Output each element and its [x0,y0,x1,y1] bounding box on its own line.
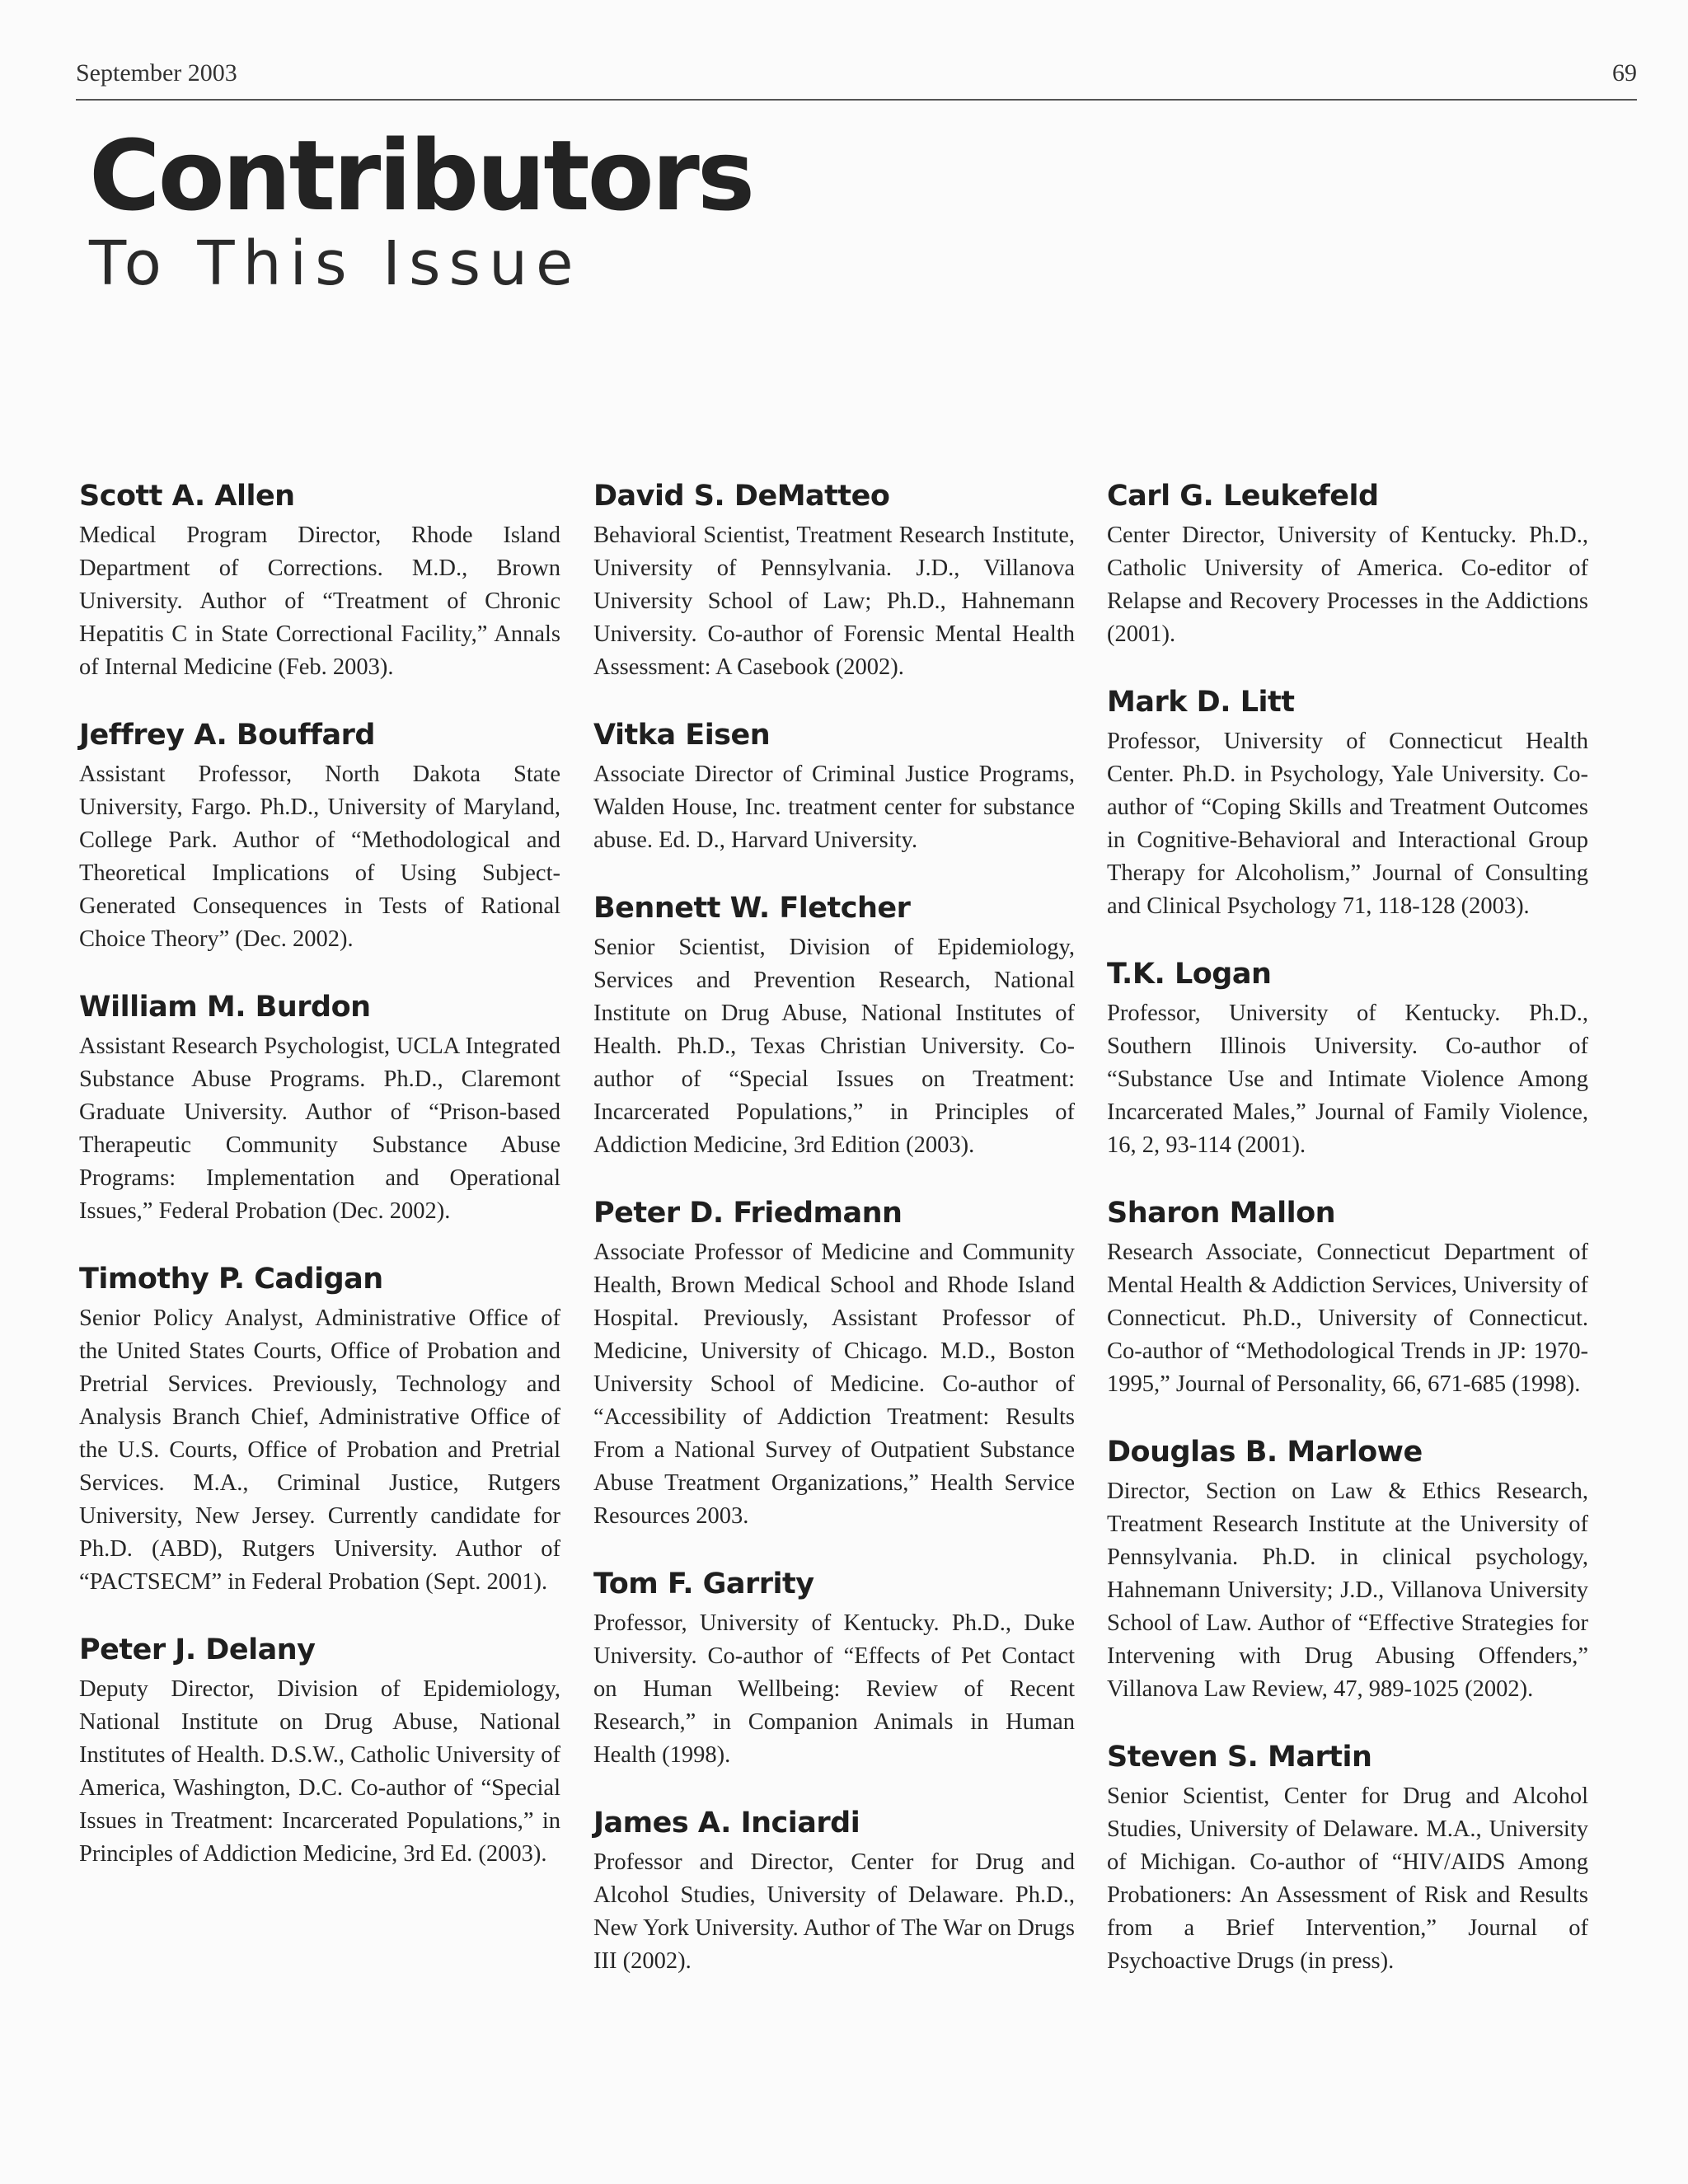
contributor-entry [593,1803,1075,1978]
contributor-entry [79,987,560,1228]
contributor-entry [1107,476,1588,651]
contributor-entry [1107,1432,1588,1706]
contributor-name: Tom F. Garrity [593,1568,814,1601]
contributors-column-3 [1107,476,1588,2009]
contributor-name: T.K. Logan [1107,958,1272,991]
contributor-entry [593,476,1075,684]
contributor-name: Peter J. Delany [79,1633,316,1666]
page-subtitle: To This Issue [89,228,582,299]
issue-date: September 2003 [76,59,237,87]
contributor-entry [593,1564,1075,1772]
contributor-bio: Assistant Research Psychologist, UCLA Integrated Substance Abuse Programs. Ph.D., Claremont Graduate University. Author of “Prison-based Therapeutic Community Substance Abuse Programs: Implementation and Operational Issues,” Federal Probation (Dec. 2002). [79,1033,560,1224]
contributor-entry [593,888,1075,1162]
contributor-entry [1107,682,1588,923]
contributor-bio: Professor, University of Connecticut Health Center. Ph.D. in Psychology, Yale University. Co-author of “Coping Skills and Treatment Outcomes in Cognitive-Behavioral and Interactional Group Therapy for Alcoholism,” Journal of Consulting and Clinical Psychology 71, 118-128 (2003). [1107,729,1588,919]
contributor-bio: Professor and Director, Center for Drug and Alcohol Studies, University of Delaware. Ph.D., New York University. Author of The War on Drugs III (2002). [593,1849,1075,1974]
contributor-name: Douglas B. Marlowe [1107,1436,1423,1469]
contributor-name: Peter D. Friedmann [593,1197,903,1230]
contributor-bio: Medical Program Director, Rhode Island Department of Corrections. M.D., Brown University. Author of “Treatment of Chronic Hepatitis C in State Correctional Facility,” Annals of Internal Medicine (Feb. 2003). [79,523,560,680]
contributors-column-2 [593,476,1075,2009]
contributor-bio: Behavioral Scientist, Treatment Research Institute, University of Pennsylvania. J.D., Villanova University School of Law; Ph.D., Hahnemann University. Co-author of Forensic Mental Health Assessment: A Casebook (2002). [593,523,1075,680]
contributor-name: James A. Inciardi [593,1807,860,1840]
contributor-entry [593,1193,1075,1533]
contributor-entry [79,1630,560,1871]
contributor-name: Scott A. Allen [79,480,295,513]
contributor-bio: Senior Scientist, Center for Drug and Alcohol Studies, University of Delaware. M.A., University of Michigan. Co-author of “HIV/AIDS Among Probationers: An Assessment of Risk and Results from a Brief Intervention,” Journal of Psychoactive Drugs (in press). [1107,1783,1588,1974]
contributor-name: David S. DeMatteo [593,480,890,513]
contributor-name: Timothy P. Cadigan [79,1263,383,1296]
contributor-entry [79,715,560,956]
contributor-name: Jeffrey A. Bouffard [79,719,375,752]
contributor-name: William M. Burdon [79,991,371,1024]
contributor-entry [593,715,1075,857]
contributor-bio: Deputy Director, Division of Epidemiology, National Institute on Drug Abuse, National Institutes of Health. D.S.W., Catholic University of America, Washington, D.C. Co-author of “Special Issues in Treatment: Incarcerated Populations,” in Principles of Addiction Medicine, 3rd Ed. (2003). [79,1676,560,1867]
page-title: Contributors [89,119,753,232]
contributors-column-1 [79,476,560,1902]
page-header [76,54,1637,101]
contributor-bio: Senior Scientist, Division of Epidemiology, Services and Prevention Research, National Institute on Drug Abuse, National Institutes of Health. Ph.D., Texas Christian University. Co-author of “Special Issues on Treatment: Incarcerated Populations,” in Principles of Addiction Medicine, 3rd Edition (2003). [593,935,1075,1158]
contributor-bio: Center Director, University of Kentucky. Ph.D., Catholic University of America. Co-editor of Relapse and Recovery Processes in the Addictions (2001). [1107,523,1588,647]
contributor-bio: Associate Professor of Medicine and Community Health, Brown Medical School and Rhode Island Hospital. Previously, Assistant Professor of Medicine, University of Chicago. M.D., Boston University School of Medicine. Co-author of “Accessibility of Addiction Treatment: Results From a National Survey of Outpatient Substance Abuse Treatment Organizations,” Health Service Resources 2003. [593,1240,1075,1529]
contributor-entry [1107,1737,1588,1978]
contributor-name: Mark D. Litt [1107,686,1295,719]
contributor-name: Carl G. Leukefeld [1107,480,1379,513]
contributor-entry [79,1259,560,1599]
contributor-bio: Associate Director of Criminal Justice Programs, Walden House, Inc. treatment center for substance abuse. Ed. D., Harvard University. [593,762,1075,853]
contributor-bio: Director, Section on Law & Ethics Research, Treatment Research Institute at the University of Pennsylvania. Ph.D. in clinical psychology, Hahnemann University; J.D., Villanova University School of Law. Author of “Effective Strategies for Intervening with Drug Abusing Offenders,” Villanova Law Review, 47, 989-1025 (2002). [1107,1479,1588,1702]
contributor-bio: Senior Policy Analyst, Administrative Office of the United States Courts, Office of Probation and Pretrial Services. Previously, Technology and Analysis Branch Chief, Administrative Office of the U.S. Courts, Office of Probation and Pretrial Services. M.A., Criminal Justice, Rutgers University, New Jersey. Currently candidate for Ph.D. (ABD), Rutgers University. Author of “PACTSECM” in Federal Probation (Sept. 2001). [79,1305,560,1595]
contributor-name: Vitka Eisen [593,719,771,752]
contributor-bio: Assistant Professor, North Dakota State University, Fargo. Ph.D., University of Maryland, College Park. Author of “Methodological and Theoretical Implications of Using Subject-Generated Consequences in Tests of Rational Choice Theory” (Dec. 2002). [79,762,560,952]
contributor-name: Sharon Mallon [1107,1197,1336,1230]
contributor-name: Bennett W. Fletcher [593,892,911,925]
contributor-entry [1107,954,1588,1162]
contributor-bio: Professor, University of Kentucky. Ph.D., Duke University. Co-author of “Effects of Pet Contact on Human Wellbeing: Review of Recent Research,” in Companion Animals in Human Health (1998). [593,1610,1075,1768]
contributor-bio: Research Associate, Connecticut Department of Mental Health & Addiction Services, University of Connecticut. Ph.D., University of Connecticut. Co-author of “Methodological Trends in JP: 1970-1995,” Journal of Personality, 66, 671-685 (1998). [1107,1240,1588,1397]
contributor-name: Steven S. Martin [1107,1741,1372,1774]
page-number: 69 [1612,59,1637,87]
contributor-entry [79,476,560,684]
contributor-entry [1107,1193,1588,1401]
contributor-bio: Professor, University of Kentucky. Ph.D., Southern Illinois University. Co-author of “Substance Use and Intimate Violence Among Incarcerated Males,” Journal of Family Violence, 16, 2, 93-114 (2001). [1107,1001,1588,1158]
